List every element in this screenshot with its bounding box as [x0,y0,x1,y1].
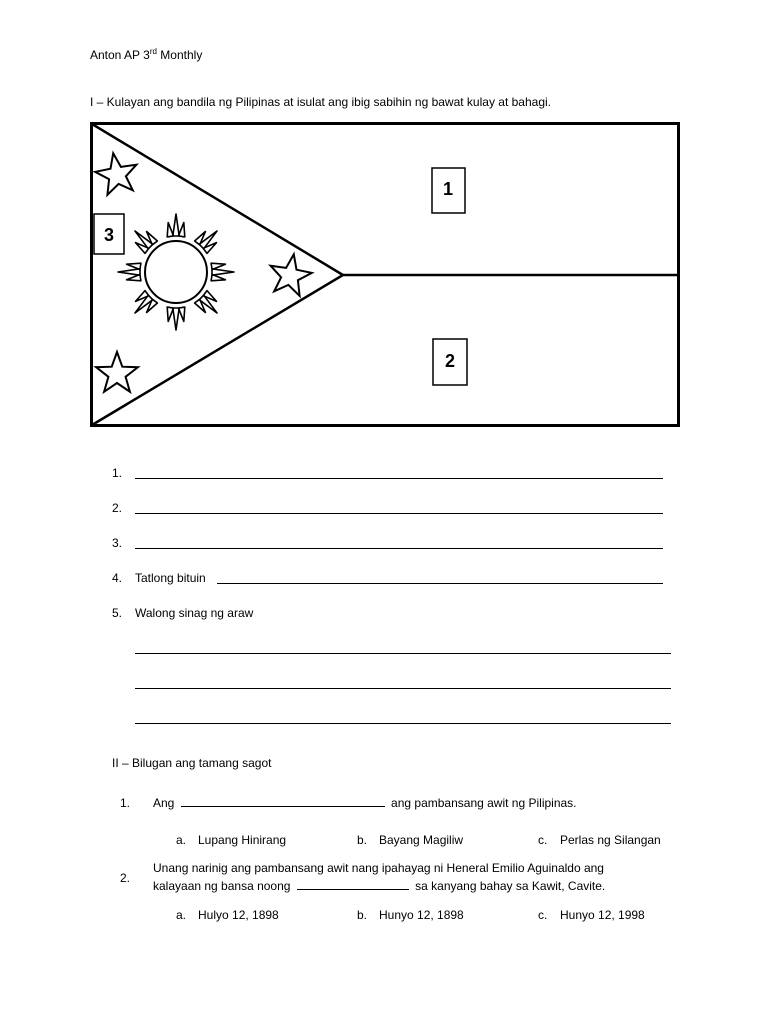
question-2-after: sa kanyang bahay sa Kawit, Cavite. [415,879,606,893]
item-number: 5. [112,606,123,620]
page-header [90,47,202,62]
answer-blank-5c[interactable] [135,713,671,724]
star-right-icon [271,254,312,295]
choice-letter: a. [176,908,187,922]
answer-blank-5a[interactable] [135,643,671,654]
question-2-blank[interactable] [297,879,409,890]
sun-ray [118,269,140,275]
sun-ray [136,291,149,302]
sun-ray [195,299,206,312]
q2-choice-a[interactable] [176,908,279,922]
item-4-text: Tatlong bituin [135,571,206,585]
header-title: Anton AP 3 [90,48,150,62]
choice-text: Lupang Hinirang [198,833,287,847]
label-box-3[interactable] [94,214,124,254]
section-1-instruction: I – Kulayan ang bandila ng Pilipinas at isulat ang ibig sabihin ng bawat kulay at bahagi. [90,95,551,109]
choice-letter: a. [176,833,187,847]
item-number: 2. [112,501,123,515]
choice-letter: c. [538,908,548,922]
q1-choice-b[interactable] [357,833,463,847]
answer-blank-5b[interactable] [135,678,671,689]
sun-ray [147,232,158,245]
item-number: 1. [112,466,123,480]
answer-blank-4[interactable] [217,573,663,584]
question-2-line-2 [153,879,605,893]
sun-ray [173,308,179,330]
sun-ray [203,243,216,254]
choice-letter: b. [357,908,368,922]
choice-letter: c. [538,833,548,847]
q2-choice-b[interactable] [357,908,464,922]
label-box-2[interactable] [433,339,467,385]
item-number: 4. [112,571,123,585]
sun-disc [145,241,207,303]
answer-blank-2[interactable] [135,503,663,514]
choice-text: Hulyo 12, 1898 [198,908,279,922]
q1-choice-c[interactable] [538,833,661,847]
question-2-before: kalayaan ng bansa noong [153,879,291,893]
label-1-text: 1 [442,179,454,199]
section-2-instruction: II – Bilugan ang tamang sagot [112,756,272,770]
question-1-blank[interactable] [181,796,385,807]
label-box-1[interactable] [432,168,465,213]
sun-ray [173,214,179,236]
choice-text: Hunyo 12, 1998 [560,908,645,922]
sun-ray [167,307,173,321]
header-title-suffix: Monthly [156,48,203,62]
q1-choice-a[interactable] [176,833,286,847]
choice-text: Bayang Magiliw [379,833,464,847]
question-1-text [153,796,577,810]
question-1-after: ang pambansang awit ng Pilipinas. [391,796,577,810]
sun-ray [127,263,141,269]
choice-text: Hunyo 12, 1898 [379,908,464,922]
label-2-text: 2 [444,351,456,371]
label-3-text: 3 [103,225,115,245]
choice-letter: b. [357,833,368,847]
philippine-flag-outline[interactable] [90,122,680,428]
question-2-line-1: Unang narinig ang pambansang awit nang ipahayag ni Heneral Emilio Aguinaldo ang [153,861,604,875]
sun-ray [179,223,185,237]
question-2-number: 2. [120,871,131,885]
item-number: 3. [112,536,123,550]
answer-blank-3[interactable] [135,538,663,549]
sun-ray [211,275,225,281]
star-top-icon [95,153,136,195]
star-bottom-icon [96,352,138,392]
q2-choice-c[interactable] [538,908,645,922]
header-superscript: rd [149,47,157,56]
sun-ray [212,269,234,275]
choice-text: Perlas ng Silangan [560,833,661,847]
answer-blank-1[interactable] [135,468,663,479]
item-5-text: Walong sinag ng araw [135,606,254,620]
question-1-number: 1. [120,796,131,810]
question-1-before: Ang [153,796,175,810]
sun-icon [118,214,234,330]
